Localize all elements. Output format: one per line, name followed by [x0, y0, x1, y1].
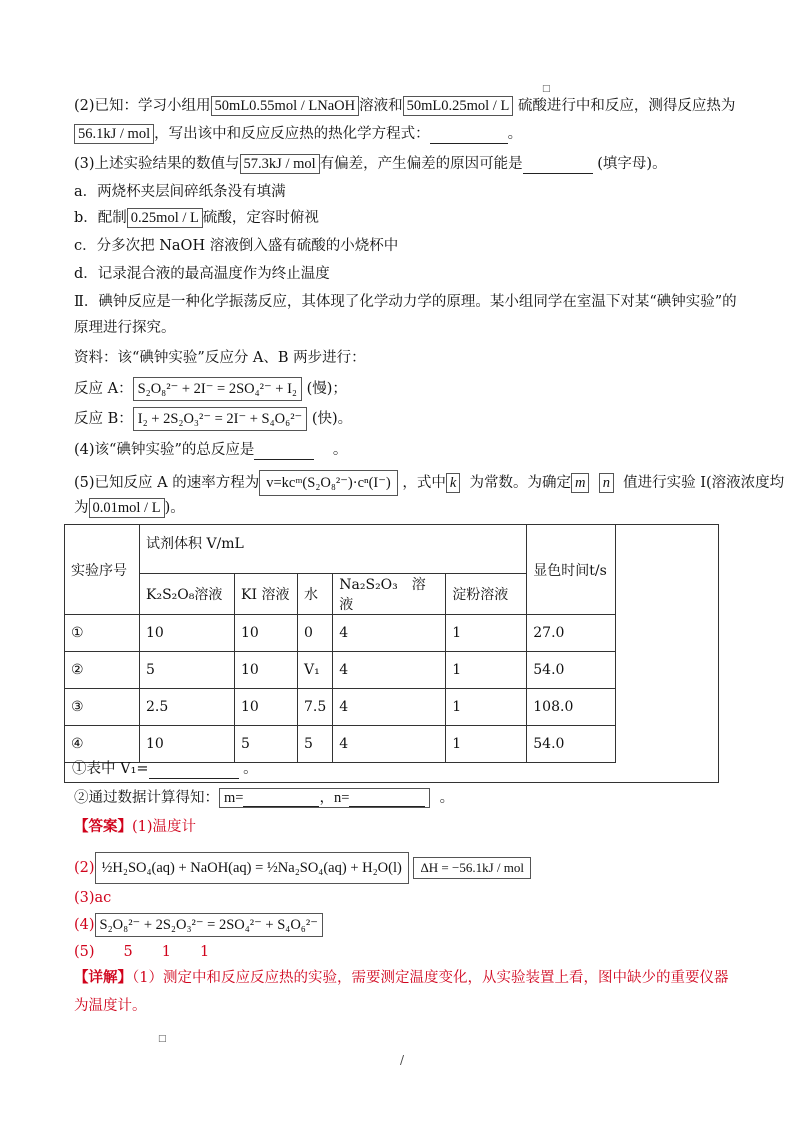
q3-value: 57.3kJ / mol [240, 154, 320, 174]
q2-line2: 56.1kJ / mol ，写出该中和反应反应热的热化学方程式： 。 [74, 124, 522, 144]
m-symbol: m [571, 473, 589, 493]
q3-option-b: b．配制 0.25mol / L 硫酸，定容时俯视 [74, 210, 319, 226]
answer-2-formula: ½H₂SO₄(aq) + NaOH(aq) = ½Na₂SO₄(aq) + H₂O(l) [95, 852, 409, 884]
table-note-1: ①表中 V₁= 。 [72, 761, 258, 777]
corner-mark-top: □ [542, 84, 551, 94]
q5-line1: (5)已知反应 A 的速率方程为 v=kcᵐ(S₂O₈²⁻)·cⁿ(I⁻) ，式中 k 为常数。为确定 m n 值进行实验 I(溶液浓度均 [74, 470, 784, 496]
table-row: ④ 10 5 5 4 1 54.0 [65, 726, 616, 763]
corner-mark-bottom: □ [158, 1034, 167, 1044]
naoh-formula: 50mL0.55mol / LNaOH [211, 96, 360, 116]
q3-answer-blank[interactable] [523, 159, 593, 174]
answer-line-5: (5) 5 1 1 [74, 944, 210, 960]
reaction-a-formula: S₂O₈²⁻ + 2I⁻ = 2SO₄²⁻ + I₂ [133, 377, 302, 401]
mn-answer-box: m= ，n= [219, 788, 430, 808]
h2so4-formula: 50mL0.25mol / L [403, 96, 514, 116]
n-answer-blank[interactable] [349, 794, 425, 807]
rate-equation: v=kcᵐ(S₂O₈²⁻)·cⁿ(I⁻) [259, 470, 397, 496]
section2-info: 资料：该“碘钟实验”反应分 A、B 两步进行： [74, 350, 366, 366]
header-id: 实验序号 [65, 525, 140, 615]
col-water: 水 [298, 574, 333, 615]
col-k2s2o8: K₂S₂O₈溶液 [140, 574, 235, 615]
table-note-2: ②通过数据计算得知： m= ，n= 。 [74, 790, 455, 806]
detail-line-1: 【详解】（1）测定中和反应反应热的实验，需要测定温度变化，从实验装置上看，图中缺少的重要仪器 [74, 969, 729, 986]
page-marker: / [400, 1053, 405, 1067]
detail-line-2: 为温度计。 [74, 998, 147, 1014]
q4-line: (4)该“碘钟实验”的总反应是 。 [74, 442, 348, 458]
col-na2s2o3: Na₂S₂O₃ 溶液 [333, 574, 446, 615]
table-row: ① 10 10 0 4 1 27.0 [65, 615, 616, 652]
detail-label: 【详解】 [74, 969, 132, 986]
reaction-b: 反应 B： I₂ + 2S₂O₃²⁻ = 2I⁻ + S₄O₆²⁻ (快)。 [74, 407, 352, 431]
reaction-a: 反应 A： S₂O₈²⁻ + 2I⁻ = 2SO₄²⁻ + I₂ (慢)； [74, 377, 347, 401]
answer-label: 【答案】 [74, 818, 132, 835]
table-header-row [65, 525, 616, 574]
k-symbol: k [446, 473, 460, 493]
q3-b-conc: 0.25mol / L [127, 208, 203, 228]
col-ki: KI 溶液 [235, 574, 298, 615]
q5-line2: 为 0.01mol / L )。 [74, 500, 185, 516]
header-time: 显色时间t/s [527, 525, 616, 615]
section2-intro-2: 原理进行探究。 [74, 320, 176, 336]
answer-line-3: (3)ac [74, 890, 112, 906]
answer-line-2: (2) ½H₂SO₄(aq) + NaOH(aq) = ½Na₂SO₄(aq) + H₂O(l) ΔH = −56.1kJ / mol [74, 852, 531, 884]
section2-intro-1: Ⅱ．碘钟反应是一种化学振荡反应，其体现了化学动力学的原理。某小组同学在室温下对某“碘钟实验”的 [74, 294, 737, 310]
reaction-b-formula: I₂ + 2S₂O₃²⁻ = 2I⁻ + S₄O₆²⁻ [133, 407, 307, 431]
answer-line-1: 【答案】(1)温度计 [74, 818, 197, 835]
q4-answer-blank[interactable] [254, 445, 314, 460]
answer-line-4: (4) S₂O₈²⁻ + 2S₂O₃²⁻ = 2SO₄²⁻ + S₄O₆²⁻ [74, 913, 323, 937]
table-row: ③ 2.5 10 7.5 4 1 108.0 [65, 689, 616, 726]
q2-answer-blank[interactable] [430, 129, 508, 144]
q3-option-a: a．两烧杯夹层间碎纸条没有填满 [74, 184, 286, 200]
q3-option-c: c．分多次把 NaOH 溶液倒入盛有硫酸的小烧杯中 [74, 238, 399, 254]
header-group: 试剂体积 V/mL [140, 525, 527, 574]
answer-2-dh: ΔH = −56.1kJ / mol [413, 857, 531, 879]
col-starch: 淀粉溶液 [446, 574, 527, 615]
table-row: ② 5 10 V₁ 4 1 54.0 [65, 652, 616, 689]
q3-line: (3)上述实验结果的数值与 57.3kJ / mol 有偏差，产生偏差的原因可能是 (填字母)。 [74, 156, 667, 172]
q3-option-d: d．记录混合液的最高温度作为终止温度 [74, 266, 330, 282]
v1-answer-blank[interactable] [149, 764, 239, 779]
answer-4-formula: S₂O₈²⁻ + 2S₂O₃²⁻ = 2SO₄²⁻ + S₄O₆²⁻ [95, 913, 323, 937]
q5-conc: 0.01mol / L [89, 498, 165, 518]
heat-value: 56.1kJ / mol [74, 124, 154, 144]
q2-line1: (2)已知：学习小组用 50mL0.55mol / LNaOH 溶液和 50mL0.25mol / L 硫酸进行中和反应，测得反应热为 [74, 98, 736, 114]
n-symbol: n [599, 473, 614, 493]
experiment-table [64, 524, 616, 763]
m-answer-blank[interactable] [243, 794, 319, 807]
